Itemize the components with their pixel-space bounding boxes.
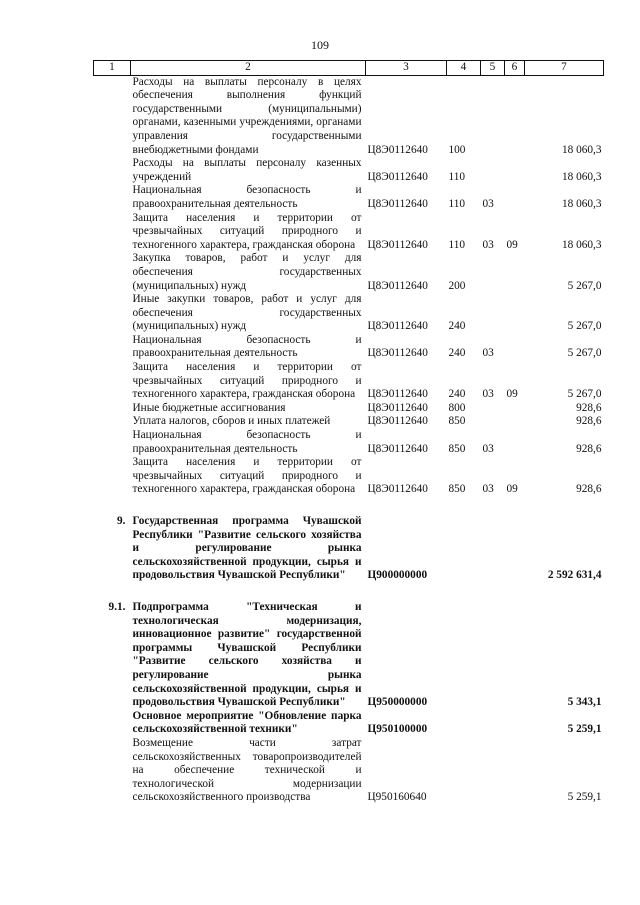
table-row (94, 429, 604, 456)
row-name: Государственная программа Чувашской Республики "Развитие сельского хозяйства и регулирование рынка сельскохозяйственной продукции, сырья и продовольствия Чувашской Республики" (132, 515, 362, 582)
row-name: Уплата налогов, сборов и иных платежей (132, 415, 331, 428)
row-code: Ц950100000 (367, 723, 428, 736)
row-subsection (505, 157, 525, 184)
row-amount: 18 060,3 (561, 143, 602, 156)
row-amount: 928,6 (576, 483, 602, 496)
row-expense-type: 850 (448, 483, 466, 496)
row-amount: 928,6 (576, 401, 602, 414)
header-col-2: 2 (131, 61, 366, 76)
row-expense-type (447, 737, 481, 805)
row-amount: 5 267,0 (567, 279, 602, 292)
row-number (94, 456, 131, 497)
header-col-4: 4 (447, 61, 481, 76)
row-number (94, 293, 131, 334)
row-code: Ц8Э0112640 (367, 442, 428, 455)
row-code: Ц8Э0112640 (367, 415, 428, 428)
row-amount: 18 060,3 (561, 197, 602, 210)
row-expense-type: 850 (448, 415, 466, 428)
row-amount: 5 259,1 (567, 723, 602, 736)
row-amount: 928,6 (576, 442, 602, 455)
row-name: Защита населения и территории от чрезвычайных ситуаций природного и техногенного характера, гражданская оборона (132, 361, 362, 401)
row-section (481, 293, 505, 334)
row-section (481, 402, 505, 416)
table-row (94, 402, 604, 416)
row-expense-type: 240 (448, 320, 466, 333)
row-subsection: 09 (506, 388, 518, 401)
row-expense-type: 240 (448, 347, 466, 360)
row-code: Ц8Э0112640 (367, 238, 428, 251)
row-subsection (505, 293, 525, 334)
row-subsection (505, 737, 525, 805)
row-name: Закупка товаров, работ и услуг для обеспечения государственных (муниципальных) нужд (132, 252, 362, 292)
table-row (94, 157, 604, 184)
row-amount: 5 267,0 (567, 347, 602, 360)
row-amount: 5 267,0 (567, 388, 602, 401)
row-expense-type: 110 (448, 197, 466, 210)
row-code: Ц8Э0112640 (367, 401, 428, 414)
row-number (94, 402, 131, 416)
row-name: Национальная безопасность и правоохранительная деятельность (132, 333, 362, 360)
row-code: Ц8Э0112640 (367, 483, 428, 496)
table-row (94, 184, 604, 211)
row-spacer (94, 497, 604, 515)
table-row (94, 75, 604, 157)
row-expense-type (447, 515, 481, 583)
table-row (94, 515, 604, 583)
row-name: Защита населения и территории от чрезвычайных ситуаций природного и техногенного характера, гражданская оборона (132, 456, 362, 496)
row-name: Защита населения и территории от чрезвычайных ситуаций природного и техногенного характера, гражданская оборона (132, 211, 362, 251)
header-col-6: 6 (505, 61, 525, 76)
row-number (94, 415, 131, 429)
row-subsection (505, 429, 525, 456)
row-number: 9. (117, 515, 126, 527)
row-expense-type: 850 (448, 442, 466, 455)
row-subsection (505, 402, 525, 416)
row-expense-type: 110 (448, 170, 466, 183)
row-name: Расходы на выплаты персоналу в целях обеспечения выполнения функций государственными (муниципальными) органами, казенными учреждениями, органами управления государственными внебюджетными фондами (132, 75, 362, 156)
row-name: Иные закупки товаров, работ и услуг для обеспечения государственных (муниципальных) нужд (132, 293, 362, 333)
header-col-3: 3 (366, 61, 447, 76)
table-row (94, 601, 604, 710)
table-row (94, 293, 604, 334)
table-body (94, 75, 604, 805)
header-col-5: 5 (481, 61, 505, 76)
row-number (94, 429, 131, 456)
row-name: Подпрограмма "Техническая и технологическая модернизация, инновационное развитие" государственной программы Чувашской Республики "Развитие сельского хозяйства и регулирование рынка сельскохозяйственной продукции, сырья и продовольствия Чувашской Республики" (132, 600, 362, 709)
table-row (94, 212, 604, 253)
row-section (481, 515, 505, 583)
row-section (481, 710, 505, 737)
table-row (94, 415, 604, 429)
row-number: 9.1. (108, 600, 126, 613)
row-section (481, 601, 505, 710)
table-row (94, 737, 604, 805)
row-expense-type: 200 (448, 279, 466, 292)
row-name: Иные бюджетные ассигнования (132, 401, 286, 414)
table-header (94, 61, 604, 76)
row-name: Расходы на выплаты персоналу казенных учреждений (132, 157, 362, 183)
row-code: Ц950000000 (367, 696, 428, 709)
row-number (94, 157, 131, 184)
row-subsection: 09 (506, 483, 518, 496)
row-section: 03 (482, 483, 494, 496)
row-code: Ц8Э0112640 (367, 197, 428, 210)
header-col-7: 7 (525, 61, 604, 76)
table-row (94, 361, 604, 402)
row-code: Ц8Э0112640 (367, 347, 428, 360)
row-section (481, 737, 505, 805)
row-name: Основное мероприятие "Обновление парка сельскохозяйственной техники" (132, 709, 362, 736)
row-number (94, 361, 131, 402)
row-section (481, 252, 505, 293)
row-subsection (505, 515, 525, 583)
row-amount: 5 259,1 (567, 791, 602, 804)
row-expense-type: 100 (448, 143, 466, 156)
row-expense-type: 110 (448, 238, 466, 251)
row-subsection (505, 252, 525, 293)
row-section: 03 (482, 347, 494, 360)
budget-table (93, 60, 604, 805)
row-number (94, 212, 131, 253)
table-row (94, 456, 604, 497)
row-name: Возмещение части затрат сельскохозяйственных товаропроизводителей на обеспечение технической и технологической модернизации сельскохозяйственного производства (132, 736, 362, 804)
row-amount: 5 267,0 (567, 320, 602, 333)
row-section (481, 75, 505, 157)
row-amount: 2 592 631,4 (547, 569, 602, 582)
row-code: Ц950160640 (367, 791, 427, 804)
row-amount: 928,6 (576, 415, 602, 428)
row-expense-type (447, 601, 481, 710)
row-section: 03 (482, 238, 494, 251)
row-spacer (94, 583, 604, 601)
row-section: 03 (482, 388, 494, 401)
row-number (94, 184, 131, 211)
row-code: Ц8Э0112640 (367, 143, 428, 156)
row-subsection (505, 75, 525, 157)
row-number (94, 75, 131, 157)
row-number (94, 252, 131, 293)
row-subsection (505, 334, 525, 361)
row-section: 03 (482, 442, 494, 455)
row-code: Ц8Э0112640 (367, 388, 428, 401)
row-subsection (505, 184, 525, 211)
row-subsection (505, 415, 525, 429)
row-number (94, 737, 131, 805)
row-subsection (505, 601, 525, 710)
page-number: 109 (311, 38, 329, 52)
row-expense-type (447, 710, 481, 737)
row-code: Ц900000000 (367, 569, 428, 582)
row-amount: 18 060,3 (561, 170, 602, 183)
budget-table-container (0, 60, 640, 805)
row-section (481, 157, 505, 184)
row-section (481, 415, 505, 429)
row-expense-type: 800 (448, 401, 466, 414)
row-number (94, 334, 131, 361)
row-code: Ц8Э0112640 (367, 320, 428, 333)
row-name: Национальная безопасность и правоохранительная деятельность (132, 429, 362, 455)
row-subsection (505, 710, 525, 737)
header-col-1: 1 (94, 61, 131, 76)
row-name: Национальная безопасность и правоохранительная деятельность (132, 184, 362, 210)
row-amount: 5 343,1 (567, 696, 602, 709)
row-amount: 18 060,3 (561, 238, 602, 251)
row-code: Ц8Э0112640 (367, 170, 428, 183)
table-row (94, 710, 604, 737)
table-row (94, 252, 604, 293)
table-row (94, 334, 604, 361)
row-expense-type: 240 (448, 388, 466, 401)
row-code: Ц8Э0112640 (367, 279, 428, 292)
row-number (94, 710, 131, 737)
row-subsection: 09 (506, 238, 518, 251)
row-section: 03 (482, 197, 494, 210)
